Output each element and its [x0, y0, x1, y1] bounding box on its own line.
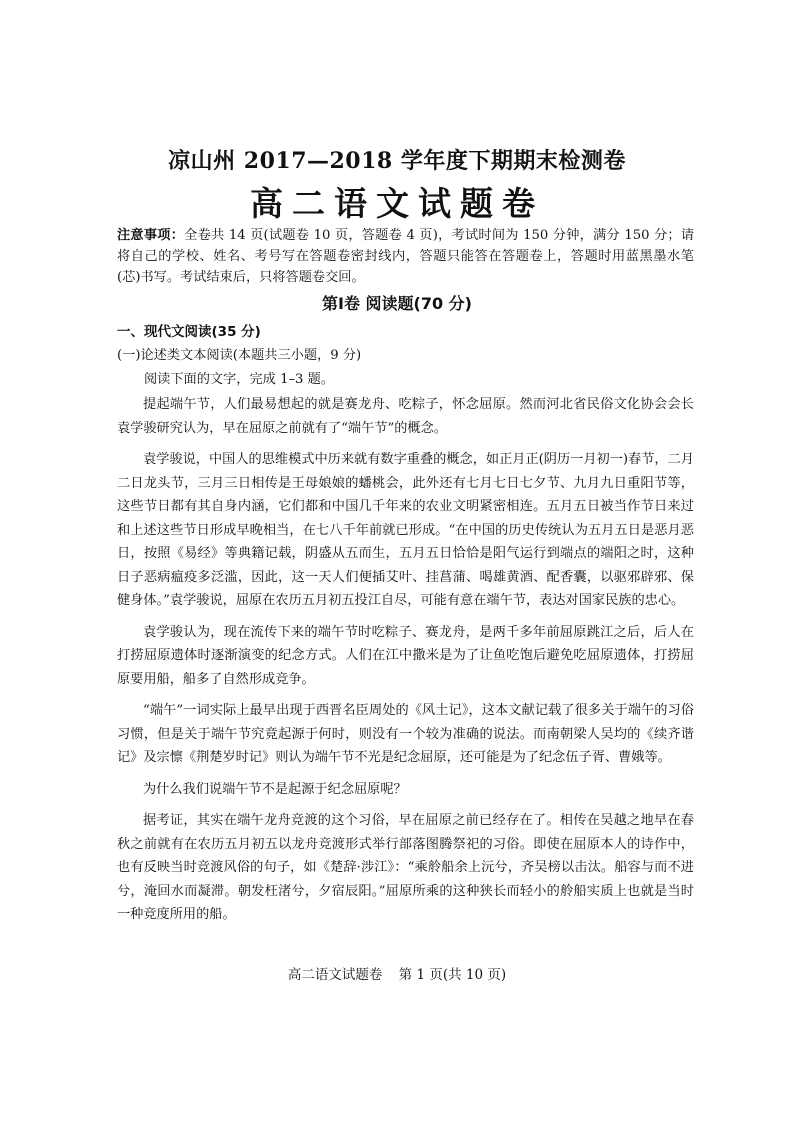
article-paragraph: 为什么我们说端午节不是起源于纪念屈原呢？ [143, 781, 407, 797]
page-footer [0, 963, 794, 983]
article-paragraph: 袁学骏认为，现在流传下来的端午节时吃粽子、赛龙舟，是两千多年前屈原跳江之后，后人在打捞屈原遗体时逐渐演变的纪念方式。人们在江中撒米是为了让鱼吃饱后避免吃屈原遗体，打捞屈原要用船，船多了自然形成竞争。 [117, 624, 694, 687]
exam-subject-title: 高二语文试题卷 [250, 184, 544, 223]
notice-text: 全卷共 14 页(试题卷 10 页，答题卷 4 页)，考试时间为 150 分钟，满分 150 分；请将自己的学校、姓名、考号写在答题卷密封线内，答题只能答在答题卷上，答题时用蓝黑墨水笔(芯)书写。考试结束后，只将答题卷交回。 [117, 228, 695, 285]
article-paragraph: 袁学骏说，中国人的思维模式中历来就有数字重叠的概念，如正月正(阴历一月初一)春节，二月二日龙头节，三月三日相传是王母娘娘的蟠桃会，此外还有七月七日七夕节、九月九日重阳节等，这些节日都有其自身内涵，它们都和中国几千年来的农业文明紧密相连。五月五日被当作节日来过和上述这些节日形成早晚相当，在七八千年前就已形成。“在中国的历史传统认为五月五日是恶月恶日，按照《易经》等典籍记载，阴盛从五而生，五月五日恰恰是阳气运行到端点的端阳之时，这种日子恶病瘟疫多泛滥，因此，这一天人们便插艾叶、挂菖蒲、喝雄黄酒、配香囊，以驱邪辟邪、保健身体。”袁学骏说，屈原在农历五月初五投江自尽，可能有意在端午节，表达对国家民族的忠心。 [117, 452, 694, 608]
notice-block [117, 225, 694, 288]
exam-series-title: 凉山州 2017—2018 学年度下期期末检测卷 [168, 148, 626, 174]
part-title: 第Ⅰ卷 阅读题(70 分) [322, 294, 472, 313]
footer-page-number: 第 1 页(共 10 页) [398, 967, 507, 983]
footer-title: 高二语文试题卷 [287, 967, 383, 983]
article-body [117, 393, 694, 935]
article-paragraph: “端午”一词实际上最早出现于西晋名臣周处的《风土记》，这本文献记载了很多关于端午的习俗习惯，但是关于端午节究竟起源于何时，则没有一个较为准确的说法。而南朝梁人吴均的《续齐谐记》及宗懔《荆楚岁时记》则认为端午节不光是纪念屈原，还可能是为了纪念伍子胥、曹娥等。 [117, 703, 694, 765]
article-paragraph: 提起端午节，人们最易想起的就是赛龙舟、吃粽子，怀念屈原。然而河北省民俗文化协会会长袁学骏研究认为，早在屈原之前就有了“端午节”的概念。 [117, 397, 694, 436]
section-heading: 一、现代文阅读(35 分) [117, 324, 261, 340]
article-paragraph: 据考证，其实在端午龙舟竞渡的这个习俗，早在屈原之前已经存在了。相传在吴越之地早在春秋之前就有在农历五月初五以龙舟竞渡形式举行部落图腾祭祀的习俗。即使在屈原本人的诗作中，也有反映当时竞渡风俗的句子，如《楚辞·涉江》：“乘舲船余上沅兮，齐吴榜以击汰。船容与而不进兮，淹回水而凝滞。朝发枉渚兮，夕宿辰阳。”屈原所乘的这种狭长而轻小的舲船实质上也就是当时一种竞度所用的船。 [117, 813, 694, 922]
subsection-heading: (一)论述类文本阅读(本题共三小题，9 分) [117, 348, 362, 363]
reading-instruction: 阅读下面的文字，完成 1–3 题。 [144, 372, 335, 387]
notice-label: 注意事项： [117, 228, 185, 243]
